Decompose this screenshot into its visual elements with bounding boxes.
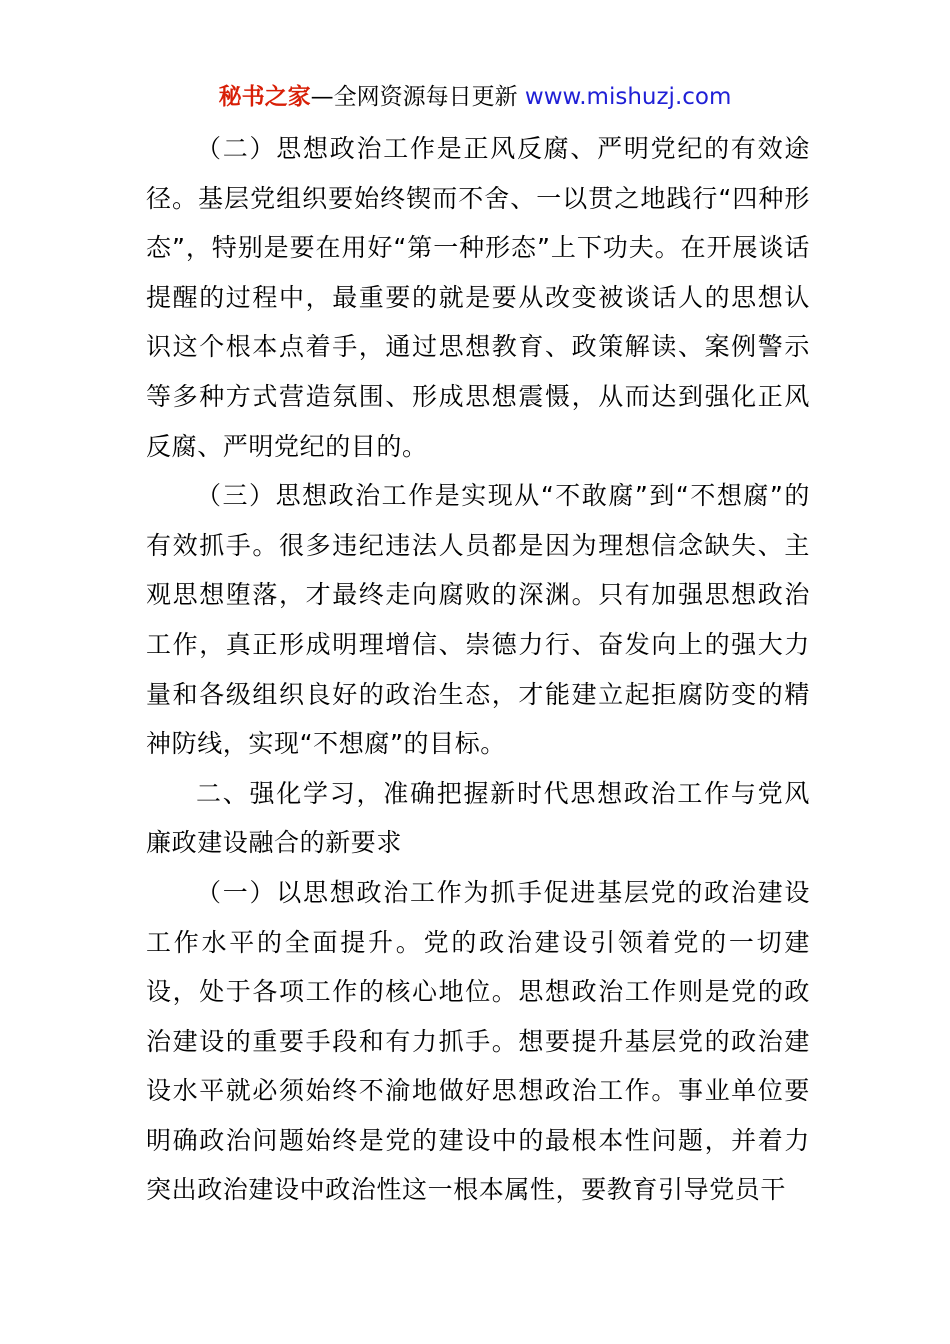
site-header	[0, 80, 950, 114]
paragraph-section-two: （二）思想政治工作是正风反腐、严明党纪的有效途径。基层党组织要始终锲而不舍、一以贯之地践行“四种形态”，特别是要在用好“第一种形态”上下功夫。在开展谈话提醒的过程中，最重要的就是要从改变被谈话人的思想认识这个根本点着手，通过思想教育、政策解读、案例警示等多种方式营造氛围、形成思想震慑，从而达到强化正风反腐、严明党纪的目的。	[146, 134, 810, 461]
site-url-link[interactable]: www.mishuzj.com	[524, 84, 732, 110]
document-body	[146, 124, 810, 1215]
site-tagline: —全网资源每日更新	[310, 84, 525, 110]
paragraph-subsection-one: （一）以思想政治工作为抓手促进基层党的政治建设工作水平的全面提升。党的政治建设引领着党的一切建设，处于各项工作的核心地位。思想政治工作则是党的政治建设的重要手段和有力抓手。想要提升基层党的政治建设水平就必须始终不渝地做好思想政治工作。事业单位要明确政治问题始终是党的建设中的最根本性问题，并着力突出政治建设中政治性这一根本属性，要教育引导党员干	[146, 877, 810, 1205]
section-heading-two: 二、强化学习，准确把握新时代思想政治工作与党风廉政建设融合的新要求	[146, 778, 810, 858]
site-brand: 秘书之家	[218, 84, 311, 110]
paragraph-section-three: （三）思想政治工作是实现从“不敢腐”到“不想腐”的有效抓手。很多违纪违法人员都是因为理想信念缺失、主观思想堕落，才最终走向腐败的深渊。只有加强思想政治工作，真正形成明理增信、崇德力行、奋发向上的强大力量和各级组织良好的政治生态，才能建立起拒腐防变的精神防线，实现“不想腐”的目标。	[146, 481, 810, 759]
